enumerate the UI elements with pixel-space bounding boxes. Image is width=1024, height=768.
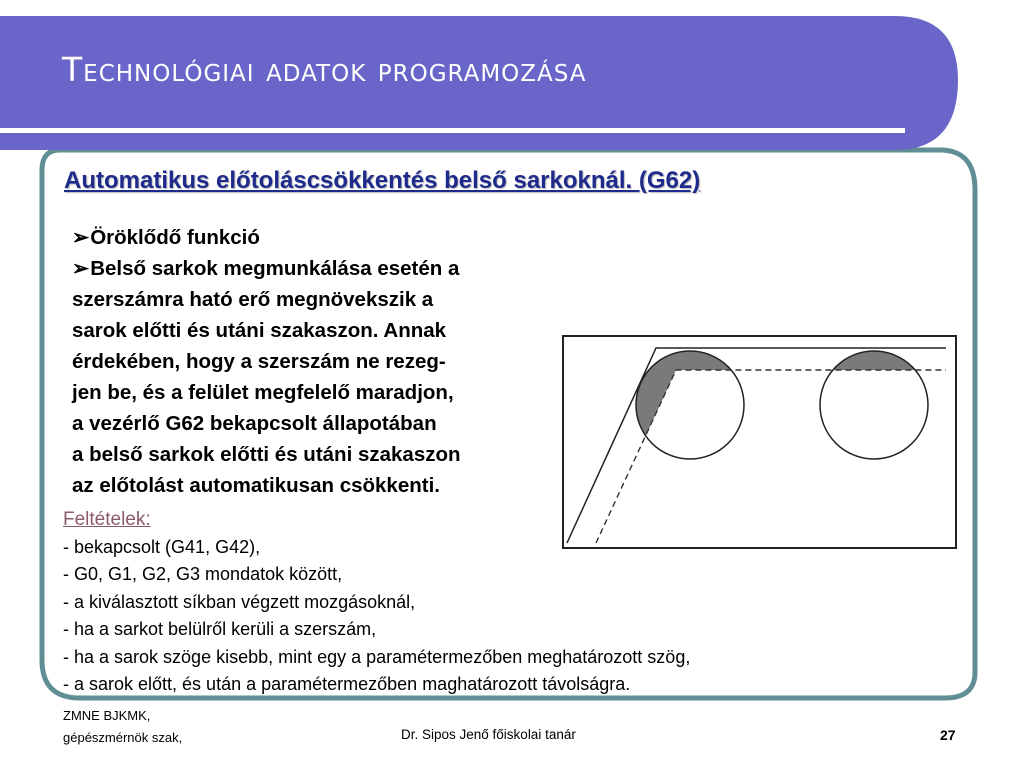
footer-author: Dr. Sipos Jenő főiskolai tanár [401, 727, 576, 742]
condition-item: - ha a sarkot belülről kerüli a szerszám, [63, 619, 377, 639]
footer-line-1: ZMNE BJKMK, [63, 708, 151, 723]
bullet-2-line: a belső sarkok előtti és utáni szakaszon [72, 443, 461, 466]
bullet-2-line: a vezérlő G62 bekapcsolt állapotában [72, 412, 437, 435]
subtitle: Automatikus előtoláscsökkentés belső sarkoknál. (G62) [64, 167, 701, 194]
banner-white-line [0, 128, 905, 133]
conditions-block [63, 506, 690, 699]
condition-item: - ha a sarok szöge kisebb, mint egy a paramétermezőben meghatározott szög, [63, 646, 691, 667]
condition-item: - a sarok előtt, és után a paramétermezőben maghatározott távolságra. [63, 674, 631, 694]
footer-institution [63, 705, 182, 749]
bullet-text [72, 222, 461, 501]
bullet-1 [72, 222, 461, 253]
condition-item: - a kiválasztott síkban végzett mozgásoknál, [63, 591, 416, 612]
footer-line-2: gépészmérnök szak, [63, 730, 183, 745]
bullet-2-text: Belső sarkok megmunkálása esetén a [90, 257, 460, 280]
bullet-2-line: érdekében, hogy a szerszám ne rezeg- [72, 350, 446, 373]
page-title: Technológiai adatok programozása [62, 50, 587, 89]
arrow-bullet-icon: ➢ [72, 226, 90, 249]
conditions-heading: Feltételek: [63, 509, 151, 530]
bullet-1-text: Öröklődő funkció [90, 226, 260, 249]
condition-item: - bekapcsolt (G41, G42), [63, 536, 261, 557]
bullet-2-line: szerszámra ható erő megnövekszik a [72, 288, 434, 311]
arrow-bullet-icon: ➢ [72, 257, 90, 280]
bullet-2-line: sarok előtti és utáni szakaszon. Annak [72, 319, 447, 342]
page-number: 27 [940, 727, 956, 743]
bullet-2 [72, 253, 461, 284]
bullet-2-line: jen be, és a felület megfelelő maradjon, [72, 381, 454, 404]
condition-item: - G0, G1, G2, G3 mondatok között, [63, 564, 343, 584]
bullet-2-line: az előtolást automatikusan csökkenti. [72, 474, 440, 497]
